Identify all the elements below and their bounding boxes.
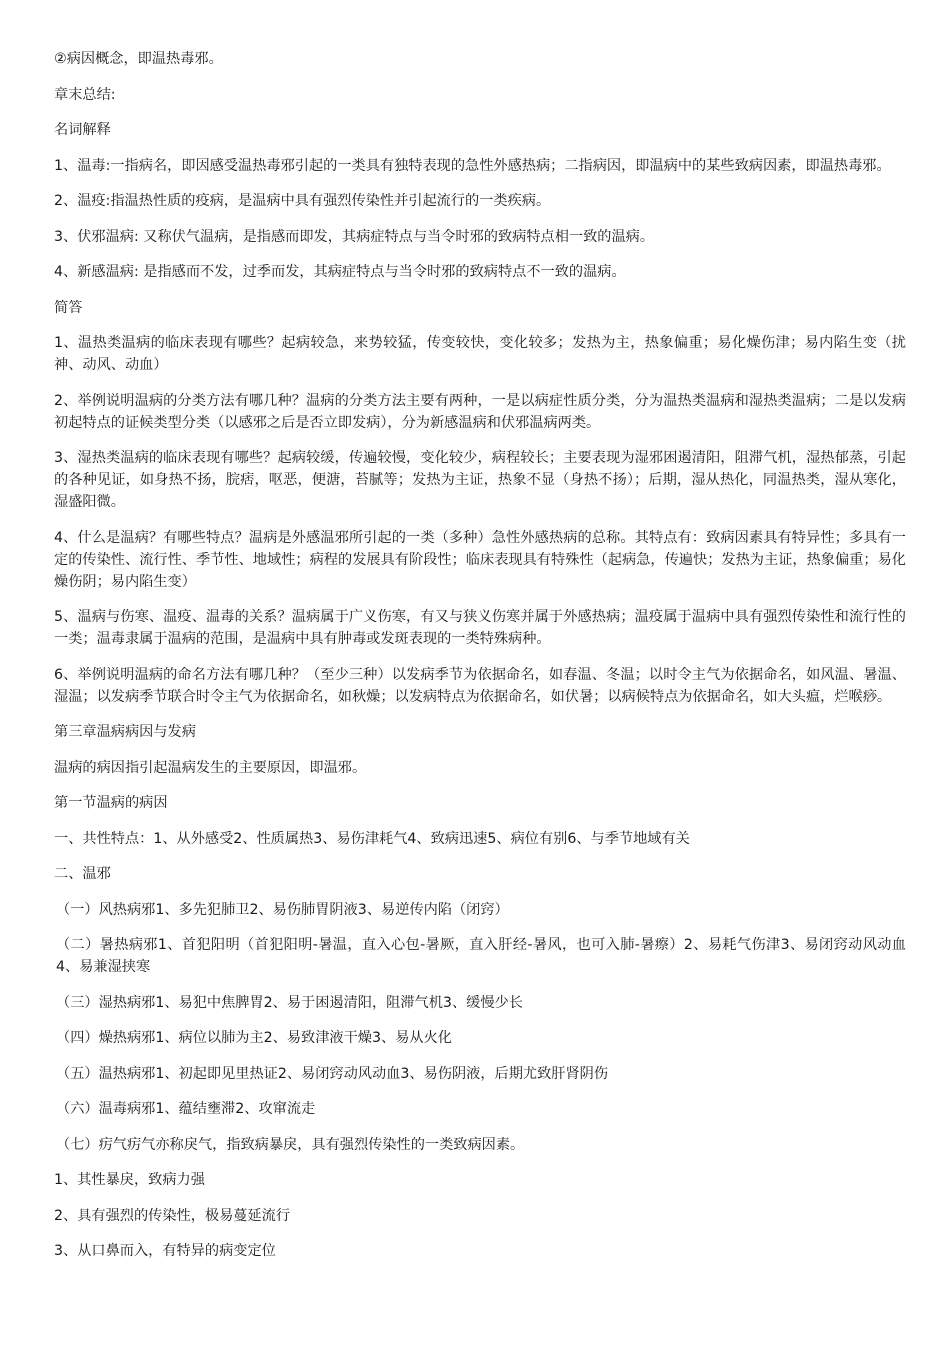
answer-4: 4、什么是温病？有哪些特点？温病是外感温邪所引起的一类（多种）急性外感热病的总称。其特点有：致病因素具有特异性；多具有一定的传染性、流行性、季节性、地域性；病程的发展具有阶段性；临床表现具有特殊性（起病急，传遍快；发热为主证，热象偏重；易化燥伤阴；易内陷生变） bbox=[54, 529, 906, 590]
short-answer-heading: 简答 bbox=[54, 299, 83, 316]
answer-5: 5、温病与伤寒、温疫、温毒的关系？温病属于广义伤寒，有又与狭义伤寒并属于外感热病；温疫属于温病中具有强烈传染性和流行性的一类；温毒隶属于温病的范围，是温病中具有肿毒或发斑表现的一类特殊病种。 bbox=[54, 609, 906, 647]
wenxie-item-5: （五）温热病邪1、初起即见里热证2、易闭窍动风动血3、易伤阴液，后期尤致肝肾阴伤 bbox=[56, 1065, 609, 1082]
liqi-feature-2: 2、具有强烈的传染性，极易蔓延流行 bbox=[54, 1207, 291, 1224]
answer-3: 3、湿热类温病的临床表现有哪些？起病较缓，传遍较慢，变化较少，病程较长；主要表现为湿邪困遏清阳，阻滞气机，湿热郁蒸，引起的各种见证，如身热不扬，脘痞，呕恶，便溏，苔腻等；发热为主证，热象不显（身热不扬）；后期，湿从热化，同温热类，湿从寒化，湿盛阳微。 bbox=[54, 450, 906, 510]
answer-6: 6、举例说明温病的命名方法有哪几种？（至少三种）以发病季节为依据命名，如春温、冬温；以时令主气为依据命名，如风温、暑温、湿温；以发病季节联合时令主气为依据命名，如秋燥；以发病特点为依据命名，如伏暑；以病候特点为依据命名，如大头瘟，烂喉痧。 bbox=[54, 666, 906, 705]
wenxie-item-6: （六）温毒病邪1、蕴结壅滞2、攻窜流走 bbox=[56, 1101, 316, 1117]
answer-2: 2、举例说明温病的分类方法有哪几种？温病的分类方法主要有两种，一是以病症性质分类，分为温热类温病和湿热类温病；二是以发病初起特点的证候类型分类（以感邪之后是否立即发病），分为新感温病和伏邪温病两类。 bbox=[54, 392, 906, 431]
paragraph-etiology-concept: ②病因概念，即温热毒邪。 bbox=[54, 51, 223, 67]
wenxie-item-1: （一）风热病邪1、多先犯肺卫2、易伤肺胃阴液3、易逆传内陷（闭窍） bbox=[56, 901, 509, 918]
wenxie-item-7: （七）疠气疠气亦称戾气，指致病暴戾，具有强烈传染性的一类致病因素。 bbox=[56, 1136, 525, 1153]
chapter-3-heading: 第三章温病病因与发病 bbox=[54, 724, 196, 740]
definition-xingan-wenbing: 4、新感温病: 是指感而不发，过季而发，其病症特点与当令时邪的致病特点不一致的温病。 bbox=[54, 264, 626, 280]
definition-wendu: 1、温毒:一指病名，即因感受温热毒邪引起的一类具有独特表现的急性外感热病；二指病因，即温病中的某些致病因素，即温热毒邪。 bbox=[54, 157, 891, 174]
answer-1: 1、温热类温病的临床表现有哪些？起病较急，来势较猛，传变较快，变化较多；发热为主，热象偏重；易化燥伤津；易内陷生变（扰神、动风、动血） bbox=[54, 335, 906, 373]
wenxie-item-4: （四）燥热病邪1、病位以肺为主2、易致津液干燥3、易从火化 bbox=[56, 1030, 452, 1046]
common-features: 一、共性特点：1、从外感受2、性质属热3、易伤津耗气4、致病迅速5、病位有别6、与季节地域有关 bbox=[54, 830, 690, 847]
section-1-heading: 第一节温病的病因 bbox=[54, 795, 168, 811]
chapter-summary-heading: 章末总结: bbox=[54, 86, 116, 103]
definition-wenyi: 2、温疫:指温热性质的疫病，是温病中具有强烈传染性并引起流行的一类疾病。 bbox=[54, 193, 551, 209]
document-page bbox=[54, 48, 906, 1276]
liqi-feature-1: 1、其性暴戾，致病力强 bbox=[54, 1172, 205, 1188]
definition-fuxie-wenbing: 3、伏邪温病: 又称伏气温病，是指感而即发，其病症特点与当令时邪的致病特点相一致的温病。 bbox=[54, 228, 655, 245]
term-definitions-heading: 名词解释 bbox=[54, 122, 111, 138]
wenxie-heading: 二、温邪 bbox=[54, 866, 111, 882]
wenxie-item-3: （三）湿热病邪1、易犯中焦脾胃2、易于困遏清阳，阻滞气机3、缓慢少长 bbox=[56, 994, 523, 1011]
etiology-intro: 温病的病因指引起温病发生的主要原因，即温邪。 bbox=[54, 759, 367, 776]
wenxie-item-2: （二）暑热病邪1、首犯阳明（首犯阳明-暑温，直入心包-暑厥，直入肝经-暑风，也可入肺-暑瘵）2、易耗气伤津3、易闭窍动风动血4、易兼湿挟寒 bbox=[56, 937, 906, 975]
liqi-feature-3: 3、从口鼻而入，有特异的病变定位 bbox=[54, 1243, 276, 1259]
